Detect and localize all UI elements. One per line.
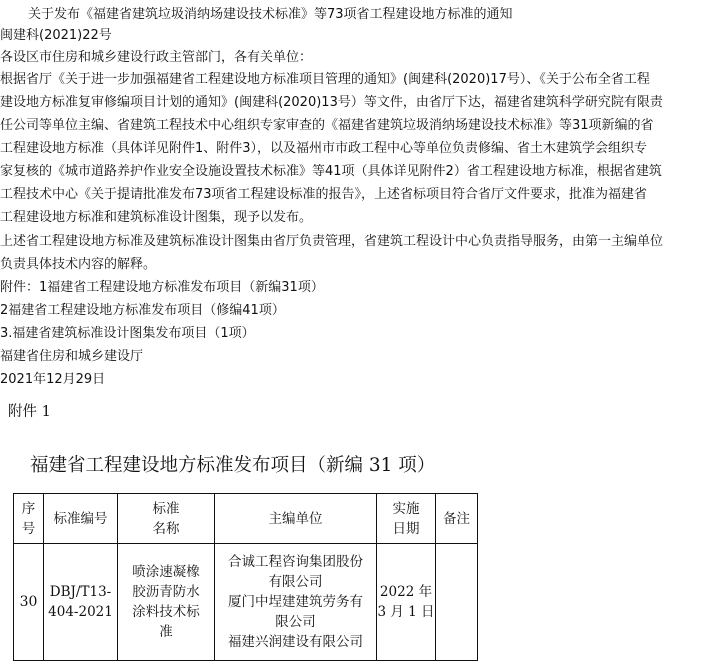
cell-remark	[436, 544, 478, 661]
header-name: 标准 名称	[118, 494, 215, 544]
body-line: 工程建设地方标准和建筑标准设计图集，现予以发布。	[0, 210, 313, 225]
issue-date: 2021年12月29日	[0, 372, 106, 387]
document-number: 闽建科(2021)22号	[0, 28, 112, 43]
body-line: 任公司等单位主编、省建筑工程技术中心组织专家审查的《福建省建筑垃圾消纳场建设技术标准》等31项新编的省	[0, 118, 654, 133]
cell-code: DBJ/T13- 404-2021	[44, 544, 118, 661]
annex-label: 附件 1	[8, 404, 51, 420]
attachment-item: 附件：1福建省工程建设地方标准发布项目（新编31项）	[0, 280, 324, 295]
body-line: 负责具体技术内容的解释。	[0, 257, 157, 272]
header-date: 实施 日期	[377, 494, 436, 544]
attachment-item: 2福建省工程建设地方标准发布项目（修编41项）	[0, 303, 285, 318]
annex-title: 福建省工程建设地方标准发布项目（新编 31 项）	[30, 455, 436, 476]
header-unit: 主编单位	[215, 494, 377, 544]
cell-seq: 30	[14, 544, 44, 661]
body-line: 上述省工程建设地方标准及建筑标准设计图集由省厅负责管理，省建筑工程设计中心负责指导服务，由第一主编单位	[0, 234, 664, 249]
body-line: 工程建设地方标准（具体详见附件1、附件3），以及福州市市政工程中心等单位负责修编、省土木建筑学会组织专	[0, 141, 648, 156]
header-code: 标准编号	[44, 494, 118, 544]
cell-date: 2022 年 3 月 1 日	[377, 544, 436, 661]
table-header-row	[14, 494, 478, 544]
body-line: 工程技术中心《关于提请批准发布73项省工程建设标准的报告》，上述省标项目符合省厅文件要求，批准为福建省	[0, 187, 648, 202]
table-row	[14, 544, 478, 661]
body-line: 根据省厅《关于进一步加强福建省工程建设地方标准项目管理的通知》(闽建科(2020)17号）、《关于公布全省工程	[0, 72, 650, 87]
body-line: 家复核的《城市道路养护作业安全设施设置技术标准》等41项（具体详见附件2）省工程建设地方标准，根据省建筑	[0, 164, 662, 179]
standards-table	[13, 493, 478, 661]
cell-units: 合诚工程咨询集团股份 有限公司 厦门中埕建建筑劳务有 限公司 福建兴润建设有限公司	[215, 544, 377, 661]
addressee: 各设区市住房和城乡建设行政主管部门，各有关单位：	[0, 50, 313, 65]
notice-title: 关于发布《福建省建筑垃圾消纳场建设技术标准》等73项省工程建设地方标准的通知	[28, 7, 513, 22]
issuer: 福建省住房和城乡建设厅	[0, 349, 144, 364]
header-remark: 备注	[436, 494, 478, 544]
cell-name: 喷涂速凝橡 胶沥青防水 涂料技术标 准	[118, 544, 215, 661]
body-line: 建设地方标准复审修编项目计划的通知》(闽建科(2020)13号）等文件，由省厅下达，福建省建筑科学研究院有限责	[0, 95, 663, 110]
attachment-item: 3.福建省建筑标准设计图集发布项目（1项）	[0, 326, 255, 341]
header-seq: 序 号	[14, 494, 44, 544]
